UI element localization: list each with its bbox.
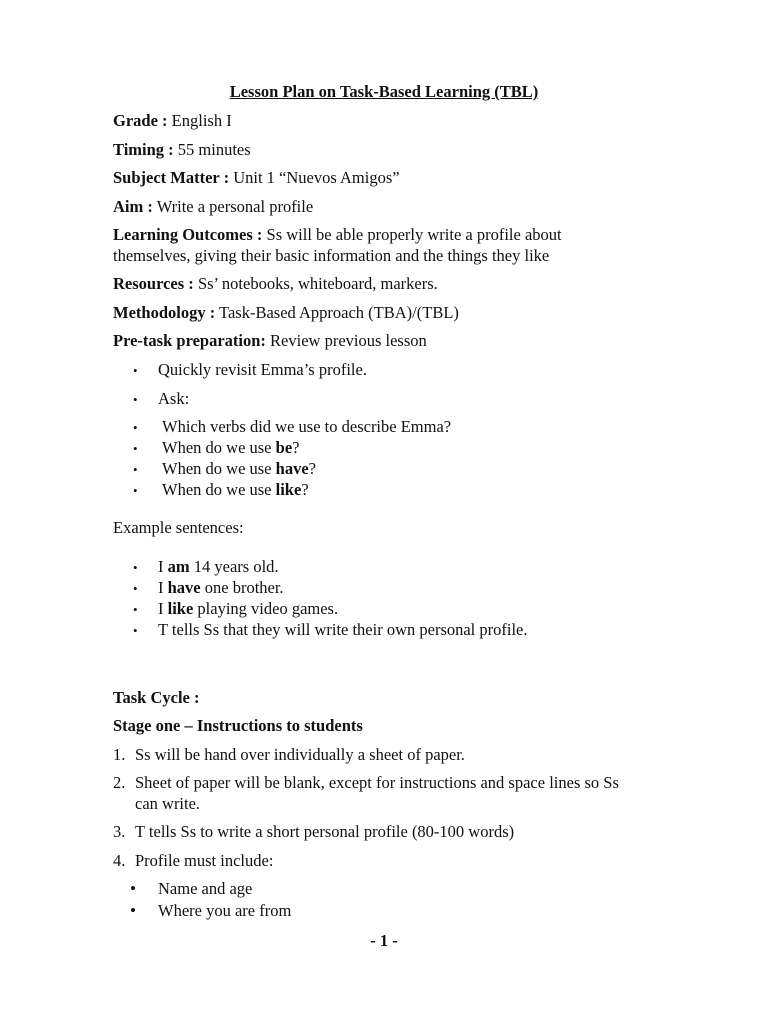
bullet-icon: • [133, 581, 138, 596]
question-text: When do we use [162, 480, 276, 499]
resources-label: Resources : [113, 274, 194, 293]
task-cycle-heading: Task Cycle : [113, 688, 200, 707]
resources-line [113, 274, 438, 294]
bullet-icon: • [133, 420, 138, 435]
bullet-icon: • [133, 462, 138, 477]
bullet-icon: • [133, 560, 138, 575]
step-text: Sheet of paper will be blank, except for instructions and space lines so Ss [135, 773, 619, 792]
question-verb: have [275, 459, 309, 478]
question-item [162, 417, 451, 437]
question-text: When do we use [162, 438, 276, 457]
question-end: ? [301, 480, 309, 499]
examples-heading: Example sentences: [113, 518, 244, 537]
subject-value: Unit 1 “Nuevos Amigos” [229, 168, 400, 187]
outcomes-line [113, 225, 562, 245]
resources-value: Ss’ notebooks, whiteboard, markers. [193, 274, 438, 293]
example-sentence [158, 599, 338, 619]
step-number: 3. [113, 822, 126, 841]
question-verb: like [275, 480, 302, 499]
example-end: playing video games. [193, 599, 339, 618]
pretask-label: Pre-task preparation: [113, 331, 266, 350]
bullet-icon: • [133, 623, 138, 638]
outcomes-value: Ss will be able properly write a profile about [262, 225, 562, 244]
example-verb: am [167, 557, 190, 576]
question-end: ? [292, 438, 300, 457]
grade-label: Grade : [113, 111, 168, 130]
question-end: ? [308, 459, 316, 478]
outcomes-line-2: themselves, giving their basic information and the things they like [113, 246, 550, 265]
profile-item: Where you are from [158, 901, 292, 920]
aim-line [113, 197, 313, 217]
example-text: I [158, 557, 168, 576]
example-sentence [158, 578, 284, 598]
example-text: I [158, 599, 168, 618]
stage-one-heading: Stage one – Instructions to students [113, 716, 363, 735]
pretask-line [113, 331, 427, 351]
page-number: - 1 - [370, 931, 398, 950]
step-number: 4. [113, 851, 126, 870]
document-title: Lesson Plan on Task-Based Learning (TBL) [229, 82, 539, 101]
step-text: Profile must include: [135, 851, 274, 870]
aim-value: Write a personal profile [152, 197, 314, 216]
example-sentence [158, 620, 528, 640]
outcomes-label: Learning Outcomes : [113, 225, 263, 244]
bullet-icon: • [133, 602, 138, 617]
methodology-label: Methodology : [113, 303, 216, 322]
step-number: 2. [113, 773, 126, 792]
grade-value: English I [167, 111, 232, 130]
grade-line [113, 111, 232, 131]
bullet-icon: • [133, 363, 138, 378]
example-verb: have [167, 578, 201, 597]
example-end: one brother. [200, 578, 284, 597]
aim-label: Aim : [113, 197, 153, 216]
question-item [162, 438, 299, 458]
step-number: 1. [113, 745, 126, 764]
pretask-bullet: Ask: [158, 389, 190, 408]
question-verb: be [275, 438, 293, 457]
question-text: When do we use [162, 459, 276, 478]
bullet-icon: • [130, 901, 136, 920]
question-item [162, 459, 316, 479]
step-text: Ss will be hand over individually a sheet of paper. [135, 745, 465, 764]
bullet-icon: • [133, 441, 138, 456]
methodology-value: Task-Based Approach (TBA)/(TBL) [215, 303, 459, 322]
pretask-value: Review previous lesson [265, 331, 427, 350]
example-sentence [158, 557, 279, 577]
timing-value: 55 minutes [173, 140, 251, 159]
timing-line [113, 140, 251, 160]
timing-label: Timing : [113, 140, 174, 159]
step-text: T tells Ss to write a short personal profile (80-100 words) [135, 822, 515, 841]
subject-label: Subject Matter : [113, 168, 230, 187]
bullet-icon: • [133, 483, 138, 498]
methodology-line [113, 303, 459, 323]
profile-item: Name and age [158, 879, 253, 898]
example-text: I [158, 578, 168, 597]
example-end: 14 years old. [189, 557, 279, 576]
example-text: T tells Ss that they will write their own personal profile. [158, 620, 528, 639]
step-text-continued: can write. [135, 794, 201, 813]
bullet-icon: • [130, 879, 136, 898]
example-verb: like [167, 599, 194, 618]
question-text: Which verbs did we use to describe Emma? [162, 417, 452, 436]
question-item [162, 480, 309, 500]
pretask-bullet: Quickly revisit Emma’s profile. [158, 360, 367, 379]
subject-line [113, 168, 400, 188]
bullet-icon: • [133, 392, 138, 407]
